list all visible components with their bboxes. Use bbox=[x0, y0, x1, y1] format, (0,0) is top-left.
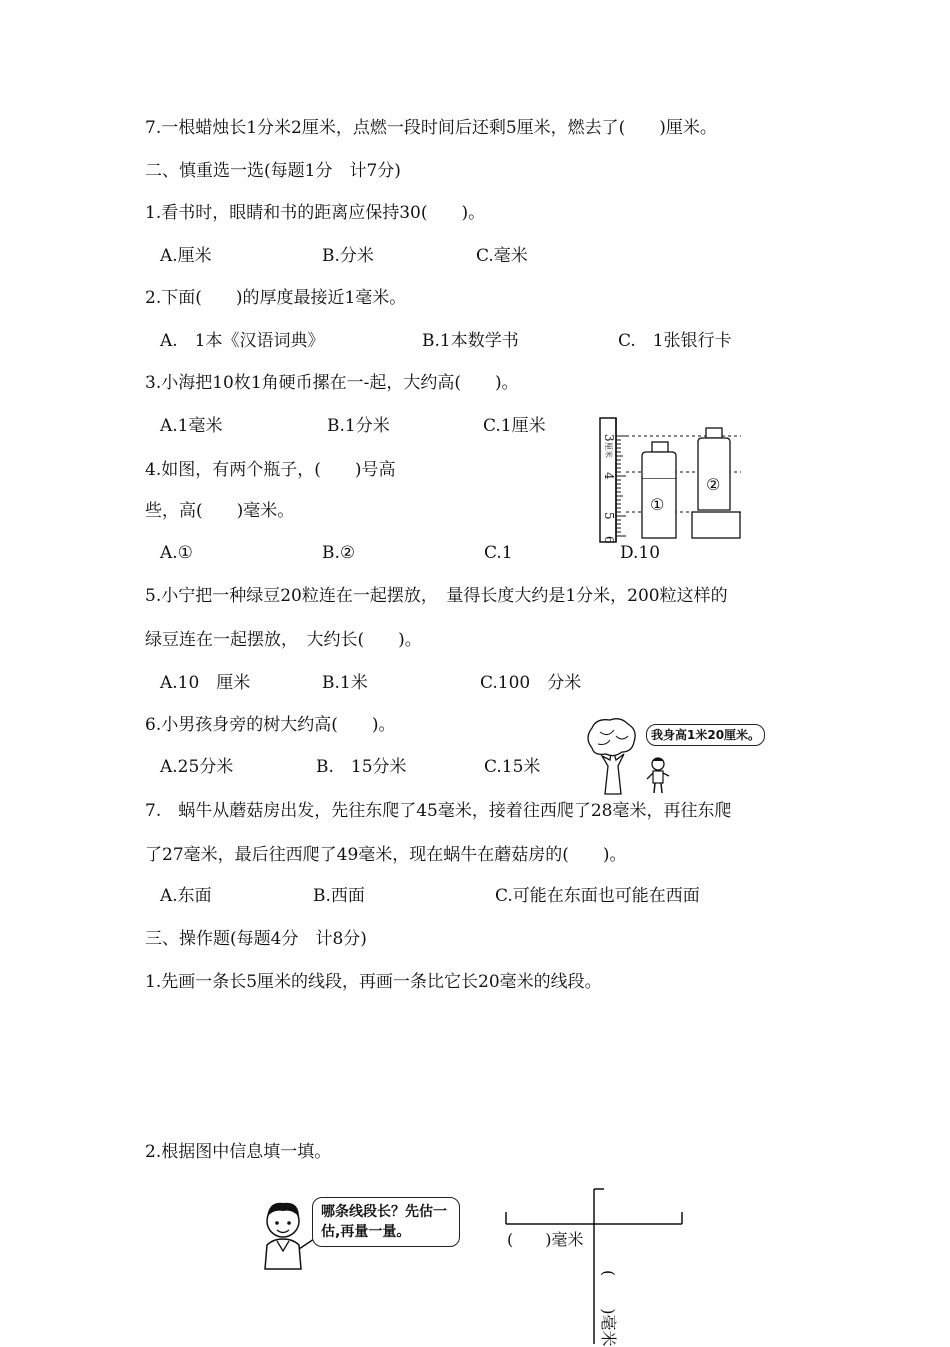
section-3-title: 三、操作题(每题4分 计8分) bbox=[145, 929, 367, 949]
choice-q4-line1: 4.如图，有两个瓶子，( )号高 bbox=[145, 460, 396, 480]
choice-q6-option-b: B. 15分米 bbox=[316, 757, 407, 777]
choice-q3-option-a: A.1毫米 bbox=[160, 416, 223, 436]
choice-q5-line1: 5.小宁把一种绿豆20粒连在一起摆放， 量得长度大约是1分米，200粒这样的 bbox=[145, 586, 728, 606]
kid-speech-bubble: 哪条线段长？先估一估,再量一量。 bbox=[312, 1197, 460, 1247]
choice-q1-option-b: B.分米 bbox=[322, 246, 374, 266]
horizontal-length-answer: ( )毫米 bbox=[507, 1230, 584, 1249]
choice-q3: 3.小海把10枚1角硬币摞在一-起，大约高( )。 bbox=[145, 373, 519, 393]
choice-q6-option-a: A.25分米 bbox=[160, 757, 234, 777]
choice-q2-option-b: B.1本数学书 bbox=[422, 331, 519, 351]
bottle-2-label: ② bbox=[706, 475, 721, 494]
choice-q3-option-c: C.1厘米 bbox=[483, 416, 546, 436]
ruler-mark-5: 5 bbox=[602, 512, 616, 520]
ruler-mark-4: 4 bbox=[602, 472, 616, 480]
choice-q1-option-a: A.厘米 bbox=[160, 246, 212, 266]
choice-q1: 1.看书时，眼睛和书的距离应保持30( )。 bbox=[145, 203, 486, 223]
choice-q1-option-c: C.毫米 bbox=[476, 246, 528, 266]
choice-q2-option-a: A. 1本《汉语词典》 bbox=[160, 331, 325, 351]
choice-q6: 6.小男孩身旁的树大约高( )。 bbox=[145, 715, 396, 735]
choice-q5-line2: 绿豆连在一起摆放， 大约长( )。 bbox=[145, 630, 422, 650]
ruler-mark-3: 3 bbox=[602, 434, 616, 442]
operation-q2: 2.根据图中信息填一填。 bbox=[145, 1142, 332, 1162]
choice-q2: 2.下面( )的厚度最接近1毫米。 bbox=[145, 288, 407, 308]
choice-q6-option-c: C.15米 bbox=[484, 757, 541, 777]
choice-q3-option-b: B.1分米 bbox=[327, 416, 390, 436]
boy-speech-bubble: 我身高1米20厘米。 bbox=[646, 724, 765, 746]
choice-q7-line2: 了27毫米，最后往西爬了49毫米，现在蜗牛在蘑菇房的( )。 bbox=[145, 845, 627, 865]
section-2-title: 二、慎重选一选(每题1分 计7分) bbox=[145, 161, 401, 181]
choice-q2-option-c: C. 1张银行卡 bbox=[618, 331, 732, 351]
vertical-length-answer: ( )毫米 bbox=[599, 1270, 618, 1347]
choice-q4-option-c: C.1 bbox=[484, 543, 513, 563]
ruler-mark-6: 6 bbox=[602, 536, 616, 544]
choice-q7-option-a: A.东面 bbox=[160, 886, 212, 906]
ruler-unit: 厘米 bbox=[604, 442, 613, 458]
choice-q5-option-a: A.10 厘米 bbox=[160, 673, 251, 693]
choice-q4-option-b: B.② bbox=[322, 543, 356, 563]
choice-q5-option-b: B.1米 bbox=[322, 673, 368, 693]
choice-q7-option-b: B.西面 bbox=[313, 886, 365, 906]
operation-q1: 1.先画一条长5厘米的线段，再画一条比它长20毫米的线段。 bbox=[145, 972, 602, 992]
bottle-1-label: ① bbox=[650, 495, 665, 514]
choice-q4-line2: 些，高( )毫米。 bbox=[145, 501, 295, 521]
choice-q7-line1: 7. 蜗牛从蘑菇房出发，先往东爬了45毫米，接着往西爬了28毫米，再往东爬 bbox=[145, 801, 732, 821]
bottle-ruler-figure bbox=[596, 414, 756, 544]
choice-q4-option-d: D.10 bbox=[620, 543, 661, 563]
question-fill-7: 7.一根蜡烛长1分米2厘米，点燃一段时间后还剩5厘米，燃去了( )厘米。 bbox=[145, 118, 717, 138]
choice-q4-option-a: A.① bbox=[160, 543, 193, 563]
choice-q5-option-c: C.100 分米 bbox=[480, 673, 582, 693]
choice-q7-option-c: C.可能在东面也可能在西面 bbox=[495, 886, 700, 906]
